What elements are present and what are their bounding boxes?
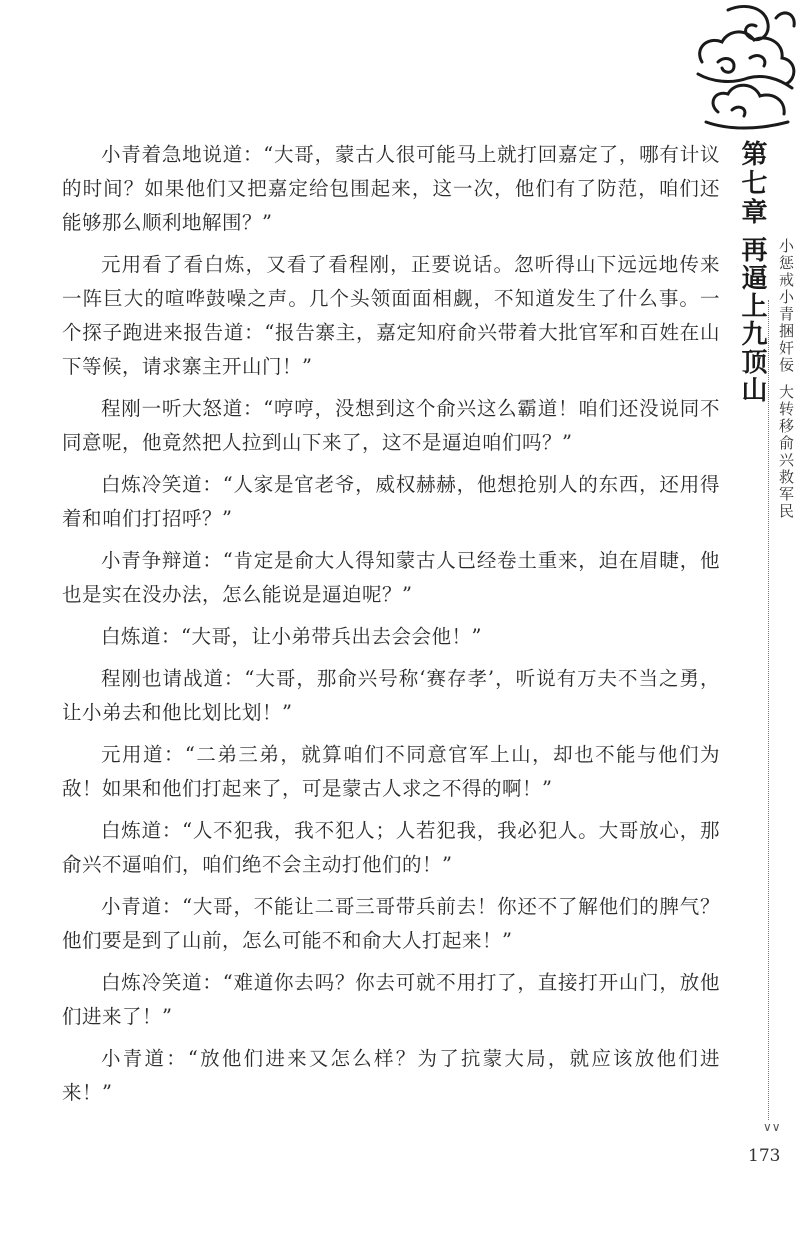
paragraph: 白炼冷笑道：“人家是官老爷，威权赫赫，他想抢别人的东西，还用得着和咱们打招呼？”	[62, 473, 720, 530]
paragraph: 白炼冷笑道：“难道你去吗？你去可就不用打了，直接打开山门，放他们进来了！”	[62, 971, 720, 1028]
page-number: 173	[748, 1146, 781, 1166]
paragraph: 小青着急地说道：“大哥，蒙古人很可能马上就打回嘉定了，哪有计议的时间？如果他们又把嘉定给包围起来，这一次，他们有了防范，咱们还能够那么顺利地解围？”	[62, 143, 720, 234]
paragraph: 小青争辩道：“肯定是俞大人得知蒙古人已经卷土重来，迫在眉睫，他也是实在没办法，怎么能说是逼迫呢？”	[62, 549, 720, 606]
paragraph: 元用看了看白炼，又看了看程刚，正要说话。忽听得山下远远地传来一阵巨大的喧哗鼓噪之声。几个头领面面相觑，不知道发生了什么事。一个探子跑进来报告道：“报告寨主，嘉定知府俞兴带着大批官军和百姓在山下等候，请求寨主开山门！”	[62, 253, 720, 378]
margin-dotted-rule	[768, 300, 769, 1120]
page-marks: ∨∨	[763, 1120, 781, 1134]
chapter-title: 再逼上九顶山	[737, 236, 767, 404]
chapter-subtitle-2: 大转移俞兴救军民	[777, 384, 795, 520]
paragraph: 程刚也请战道：“大哥，那俞兴号称‘赛存孝’，听说有万夫不当之勇，让小弟去和他比划比划！”	[62, 667, 720, 724]
paragraph: 程刚一听大怒道：“哼哼，没想到这个俞兴这么霸道！咱们还没说同不同意呢，他竟然把人拉到山下来了，这不是逼迫咱们吗？”	[62, 397, 720, 454]
cloud-scroll-ornament-icon	[688, 0, 800, 148]
body-text	[62, 138, 720, 1118]
paragraph: 白炼道：“大哥，让小弟带兵出去会会他！”	[101, 625, 482, 648]
chapter-subtitle-1: 小惩戒小青捆奸佞	[777, 238, 795, 374]
chapter-label: 第七章	[737, 140, 767, 227]
paragraph: 小青道：“放他们进来又怎么样？为了抗蒙大局，就应该放他们进来！”	[62, 1047, 720, 1104]
paragraph: 白炼道：“人不犯我，我不犯人；人若犯我，我必犯人。大哥放心，那俞兴不逼咱们，咱们绝不会主动打他们的！”	[62, 819, 720, 876]
paragraph: 小青道：“大哥，不能让二哥三哥带兵前去！你还不了解他们的脾气？他们要是到了山前，怎么可能不和俞大人打起来！”	[62, 895, 720, 952]
paragraph: 元用道：“二弟三弟，就算咱们不同意官军上山，却也不能与他们为敌！如果和他们打起来了，可是蒙古人求之不得的啊！”	[62, 743, 720, 800]
